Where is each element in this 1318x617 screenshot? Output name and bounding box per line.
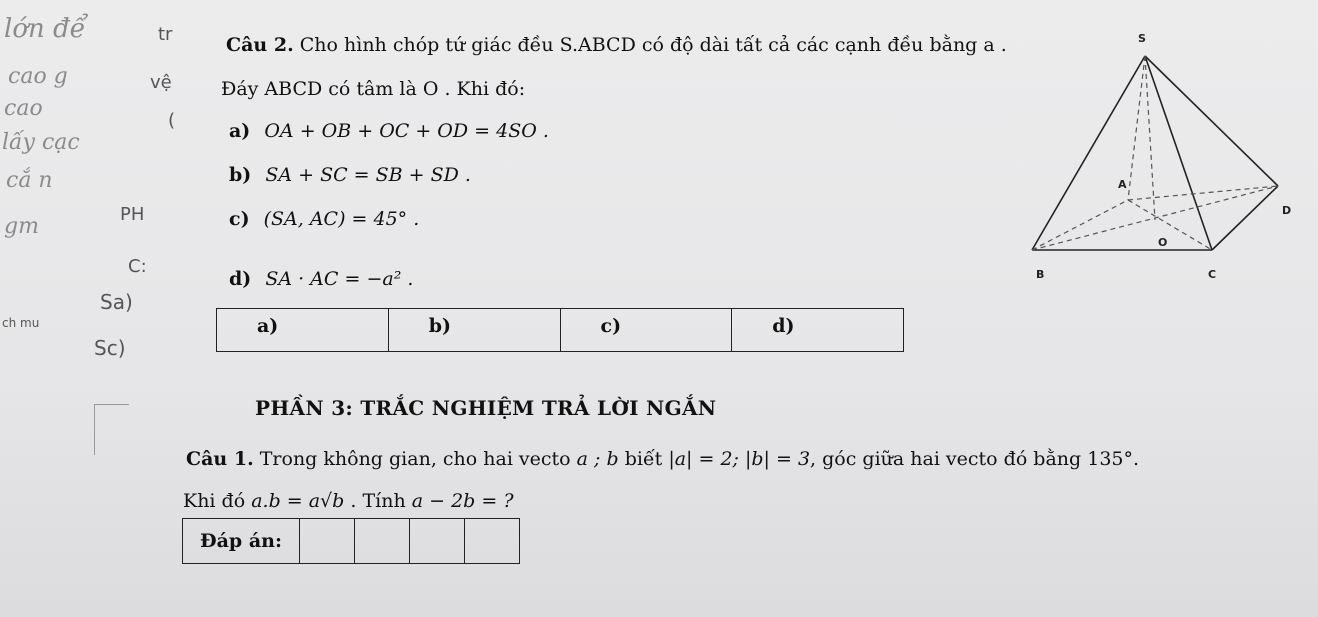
question1-ask: a − 2b = ?	[411, 490, 514, 512]
answer-cell-d[interactable]	[732, 309, 903, 351]
diagonal-ac	[1128, 200, 1212, 250]
question1-heading: Câu 1.	[186, 448, 254, 470]
question1-expression: a.b = a√b	[251, 490, 345, 512]
question2-line2: Đáy ABCD có tâm là O . Khi đó:	[221, 78, 526, 100]
side-note-c: C:	[128, 256, 147, 277]
option-expression: SA · AC = −a² .	[265, 268, 414, 290]
question1-angle: 135°	[1087, 448, 1134, 470]
label-b: B	[1036, 268, 1045, 281]
question2-answer-table	[216, 308, 904, 352]
label-a: A	[1118, 178, 1127, 191]
label-d: D	[1282, 204, 1292, 217]
answer-label: Đáp án:	[183, 519, 300, 563]
answer-digit-box[interactable]	[410, 519, 465, 563]
question1-text: Trong không gian, cho hai vecto	[259, 448, 571, 470]
answer-cell-a[interactable]	[217, 309, 389, 351]
answer-cell-label: c)	[600, 315, 622, 337]
question1-line1: Câu 1. Trong không gian, cho hai vecto a ; b biết |a| = 2; |b| = 3, góc giữa hai vecto đó bằng 135°.	[186, 448, 1140, 470]
side-note-sa: Sa)	[100, 290, 133, 314]
handwritten-note: lớn để	[4, 14, 86, 44]
answer-digit-box[interactable]	[465, 519, 519, 563]
question2-option-a	[229, 120, 549, 142]
answer-cell-label: a)	[257, 315, 279, 337]
handwritten-note: cao g	[8, 64, 68, 89]
option-expression: OA + OB + OC + OD = 4SO .	[264, 120, 549, 142]
answer-cell-c[interactable]	[561, 309, 733, 351]
pyramid-figure	[1020, 28, 1290, 288]
question2-option-c	[229, 208, 419, 230]
option-label: d)	[229, 268, 252, 290]
question1-answer-box	[182, 518, 520, 564]
question1-vectors: a ; b	[576, 448, 619, 470]
edge-cd	[1212, 186, 1278, 250]
option-expression: (SA, AC) = 45° .	[263, 208, 420, 230]
side-note-sc: Sc)	[94, 336, 126, 360]
label-s: S	[1138, 32, 1146, 45]
edge-ad	[1128, 186, 1278, 200]
question1-norms: |a| = 2; |b| = 3	[668, 448, 811, 470]
part3-heading: PHẦN 3: TRẮC NGHIỆM TRẢ LỜI NGẮN	[255, 396, 717, 420]
side-note-paren: (	[168, 110, 176, 131]
label-o: O	[1158, 236, 1168, 249]
answer-digit-box[interactable]	[300, 519, 355, 563]
paper-edge	[94, 404, 129, 455]
question1-text: biết	[624, 448, 663, 470]
option-label: b)	[229, 164, 252, 186]
side-note-tr: tr	[158, 24, 173, 45]
option-expression: SA + SC = SB + SD .	[265, 164, 471, 186]
question2-option-d	[229, 268, 413, 290]
question2-text: Cho hình chóp tứ giác đều S.ABCD có độ dài tất cả các cạnh đều bằng a .	[299, 34, 1007, 56]
answer-cell-label: d)	[772, 315, 795, 337]
question1-text: . Tính	[350, 490, 406, 512]
side-note-chmu: ch mu	[2, 316, 40, 330]
handwritten-note: cắ n	[6, 168, 53, 193]
edge-sa	[1128, 56, 1145, 200]
side-note-ph: PH	[120, 204, 145, 225]
handwritten-note: cao	[4, 96, 43, 121]
edge-sd	[1145, 56, 1278, 186]
question1-text: , góc giữa hai vecto đó bằng	[810, 448, 1082, 470]
question1-line2	[183, 490, 514, 512]
answer-digit-box[interactable]	[355, 519, 410, 563]
question1-text: Khi đó	[183, 490, 246, 512]
answer-cell-b[interactable]	[389, 309, 561, 351]
option-label: a)	[229, 120, 251, 142]
edge-sc	[1145, 56, 1212, 250]
handwritten-note: gm	[4, 214, 39, 239]
answer-cell-label: b)	[428, 315, 452, 337]
question2-heading: Câu 2.	[226, 34, 294, 56]
handwritten-note: lấy cạc	[2, 130, 80, 155]
label-c: C	[1208, 268, 1217, 281]
option-label: c)	[229, 208, 250, 230]
side-note-ve: vệ	[150, 72, 172, 93]
question2-option-b	[229, 164, 471, 186]
question2-line1	[226, 34, 1007, 56]
